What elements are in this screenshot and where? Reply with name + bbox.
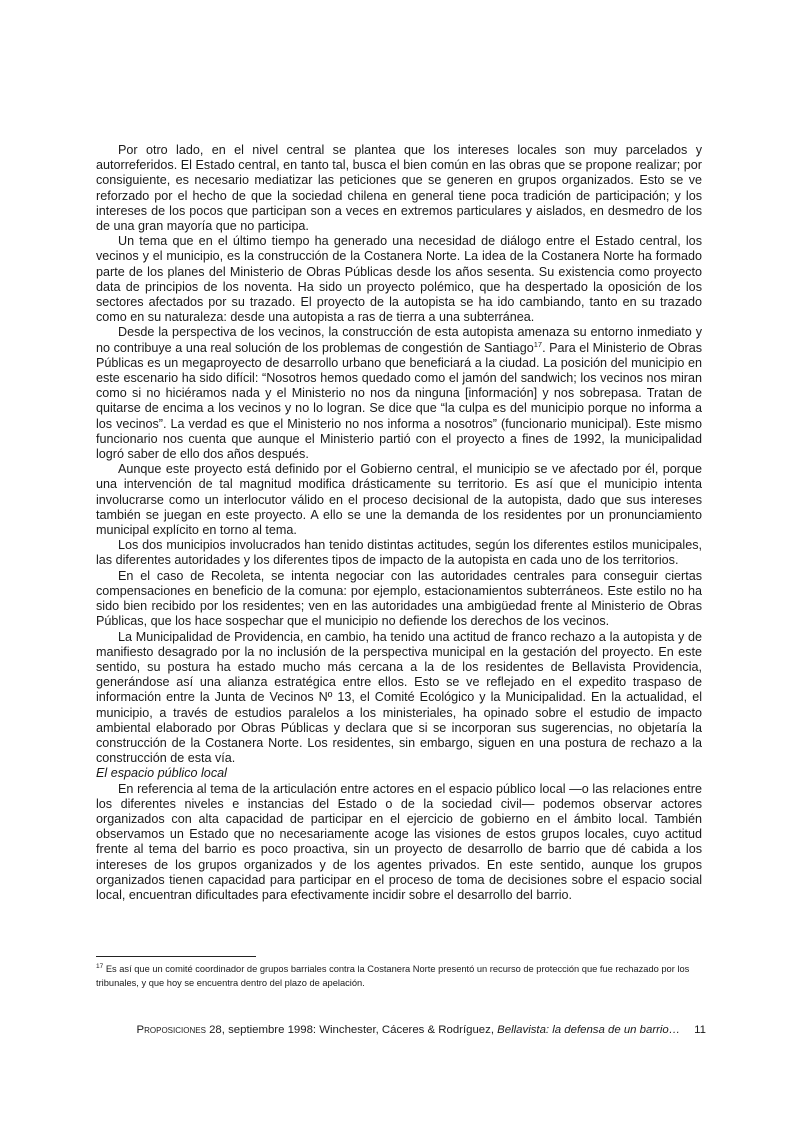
footer-article-title: Bellavista: la defensa de un barrio… [497, 1024, 681, 1036]
body-text [96, 143, 702, 903]
paragraph-7: La Municipalidad de Providencia, en cambio, ha tenido una actitud de franco rechazo a la autopista y de manifiesto desagrado por la no inclusión de la perspectiva municipal en la gestación del proyecto. En este sentido, su postura ha estado mucho más cercana a la de los residentes de Bellavista Providencia, generándose así una alianza estratégica entre ellos. Esto se ve reflejado en el expedito traspaso de información entre la Junta de Vecinos Nº 13, el Comité Ecológico y la Municipalidad. En la actualidad, el municipio, a través de estudios paralelos a los ministeriales, ha opinado sobre el estudio de impacto ambiental elaborado por Obras Públicas y declara que si se incorporan sus sugerencias, no objetaría la construcción de la Costanera Norte. Los residentes, sin embargo, siguen en una postura de rechazo a la construcción de esta vía. [96, 629, 702, 766]
paragraph-2: Un tema que en el último tiempo ha generado una necesidad de diálogo entre el Estado central, los vecinos y el municipio, es la construcción de la Costanera Norte. La idea de la Costanera Norte ha formado parte de los planes del Ministerio de Obras Públicas desde los años sesenta. Su existencia como proyecto data de principios de los noventa. Ha sido un proyecto polémico, que ha despertado la oposición de los sectores afectados por su trazado. El proyecto de la autopista se ha ido cambiando, tanto en su trazado como en su naturaleza: desde una autopista a ras de tierra a una subterránea. [96, 234, 702, 325]
footnote-reference[interactable]: 17 [533, 339, 543, 349]
paragraph-4: Aunque este proyecto está definido por el Gobierno central, el municipio se ve afectado por él, porque una intervención de tal magnitud modifica drásticamente su territorio. Es así que el municipio intenta involucrarse como un interlocutor válido en el proceso decisional de la autopista, dado que sus intereses también se juegan en este proyecto. A ello se une la demanda de los residentes por un pronunciamiento municipal explícito en torno al tema. [96, 462, 702, 538]
footer-issue: 28, septiembre 1998: Winchester, Cáceres & Rodríguez, [205, 1024, 498, 1036]
footnote-number: 17 [96, 963, 104, 970]
paragraph-3-text-b: . Para el Ministerio de Obras Públicas es un megaproyecto de desarrollo urbano que beneficiará a la ciudad. La posición del municipio en este escenario ha sido difícil: “Nosotros hemos quedado como el jamón del sandwich; los vecinos nos miran como si no hiciéramos nada y el Ministerio no nos da ninguna [información] y nos sobrepasa. Tratan de quitarse de encima a los vecinos y no lo logran. Se dice que “la culpa es del municipio porque no informa a los vecinos”. La verdad es que el Ministerio no nos informa a nosotros” (funcionario municipal). Este mismo funcionario nos cuenta que aunque el Ministerio partió con el proyecto a fines de 1992, la municipalidad logró saber de ello dos años después. [96, 340, 702, 462]
page-number: 11 [694, 1024, 706, 1036]
section-heading: El espacio público local [96, 766, 227, 781]
paragraph-3 [96, 325, 702, 462]
paragraph-5: Los dos municipios involucrados han tenido distintas actitudes, según los diferentes estilos municipales, las diferentes autoridades y los diferentes tipos de impacto de la autopista en cada uno de los territorios. [96, 538, 702, 568]
paragraph-6: En el caso de Recoleta, se intenta negociar con las autoridades centrales para conseguir ciertas compensaciones en beneficio de la comuna: por ejemplo, estacionamientos subterráneos. Este estilo no ha sido bien recibido por los residentes; ven en las autoridades una ambigüedad frente al Ministerio de Obras Públicas, que los hace sospechar que el municipio no defiende los derechos de los vecinos. [96, 568, 702, 629]
footer-journal: Proposiciones [136, 1024, 206, 1036]
footnote [96, 962, 702, 990]
page-footer [0, 1024, 706, 1036]
paragraph-3-text-a: Desde la perspectiva de los vecinos, la construcción de esta autopista amenaza su entorno inmediato y no contribuye a una real solución de los problemas de congestión de Santiago [96, 325, 702, 355]
section-paragraph: En referencia al tema de la articulación entre actores en el espacio público local —o las relaciones entre los diferentes niveles e instancias del Estado o de la sociedad civil— podemos observar actores organizados con alta capacidad de participar en el ejercicio de gobierno en el ámbito local. También observamos un Estado que no necesariamente acoge las visiones de estos grupos locales, cuyo actitud frente al tema del barrio es poco proactiva, sin un proyecto de desarrollo de barrio que dé cabida a los intereses de los grupos organizados y de los agentes privados. En este sentido, aunque los grupos organizados tienen capacidad para participar en el proceso de toma de decisiones sobre el espacio social local, encuentran dificultades para efectivamente incidir sobre el desarrollo del barrio. [96, 781, 702, 902]
footnote-text: Es así que un comité coordinador de grupos barriales contra la Costanera Norte presentó un recurso de protección que fue rechazado por los tribunales, y que hoy se encuentra dentro del plazo de apelación. [96, 964, 690, 988]
paragraph-1: Por otro lado, en el nivel central se plantea que los intereses locales son muy parcelados y autorreferidos. El Estado central, en tanto tal, busca el bien común en las obras que se propone realizar; por consiguiente, es necesario mediatizar las peticiones que se generen en grupos organizados. Esto se ve reforzado por el hecho de que la sociedad chilena en general tiene poca tradición de participación; y los intereses de los pocos que participan son a veces en extremos particulares y aislados, en desmedro de los de una gran mayoría que no participa. [96, 143, 702, 234]
footnote-divider [96, 956, 256, 957]
